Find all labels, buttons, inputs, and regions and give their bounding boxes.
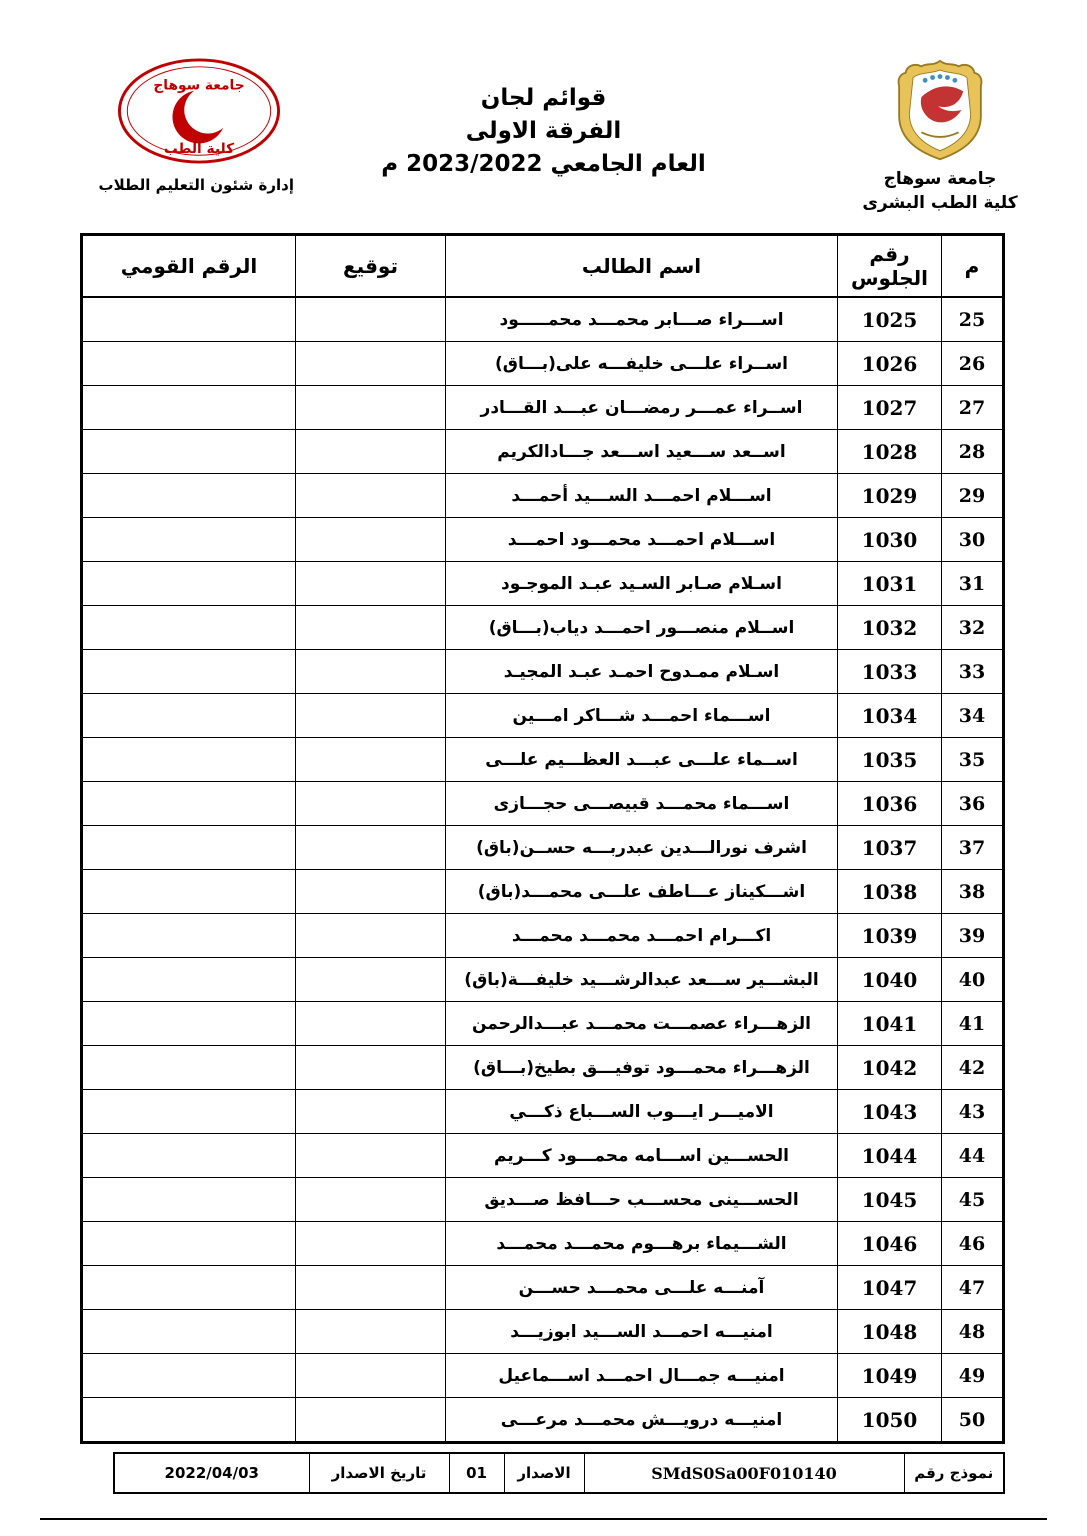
table-row — [82, 1222, 1004, 1266]
national-id-cell — [82, 1266, 296, 1310]
serial-cell: 45 — [942, 1178, 1004, 1222]
signature-cell — [296, 826, 446, 870]
national-id-cell — [82, 1046, 296, 1090]
national-id-cell — [82, 1134, 296, 1178]
table-row — [82, 1002, 1004, 1046]
serial-cell: 49 — [942, 1354, 1004, 1398]
issue-date-value: 2022/04/03 — [114, 1453, 309, 1493]
student-name-cell: اســماء علـــى عبـــد العظـــيم علـــى — [446, 738, 838, 782]
signature-cell — [296, 650, 446, 694]
issue-label: الاصدار — [504, 1453, 584, 1493]
header-student-name: اسم الطالب — [446, 235, 838, 298]
serial-cell: 50 — [942, 1398, 1004, 1443]
student-name-cell: آمنـــه علـــى محمـــد حســـن — [446, 1266, 838, 1310]
signature-cell — [296, 870, 446, 914]
signature-cell — [296, 1046, 446, 1090]
signature-cell — [296, 1398, 446, 1443]
signature-cell — [296, 606, 446, 650]
form-number-label: نموذج رقم — [904, 1453, 1004, 1493]
national-id-cell — [82, 1178, 296, 1222]
serial-cell: 27 — [942, 386, 1004, 430]
seat-number-cell: 1043 — [838, 1090, 942, 1134]
table-row — [82, 297, 1004, 342]
signature-cell — [296, 430, 446, 474]
signature-cell — [296, 1134, 446, 1178]
issue-date-label: تاريخ الاصدار — [309, 1453, 449, 1493]
signature-cell — [296, 782, 446, 826]
serial-cell: 26 — [942, 342, 1004, 386]
student-name-cell: امنيـــه احمـــد الســـيد ابوزيـــد — [446, 1310, 838, 1354]
seat-number-cell: 1030 — [838, 518, 942, 562]
signature-cell — [296, 1090, 446, 1134]
serial-cell: 46 — [942, 1222, 1004, 1266]
signature-cell — [296, 518, 446, 562]
student-name-cell: امنيـــه جمـــال احمـــد اســـماعيل — [446, 1354, 838, 1398]
serial-cell: 37 — [942, 826, 1004, 870]
student-name-cell: اســراء علـــى خليفـــه على(بـــاق) — [446, 342, 838, 386]
national-id-cell — [82, 738, 296, 782]
table-row — [82, 650, 1004, 694]
serial-cell: 29 — [942, 474, 1004, 518]
serial-cell: 25 — [942, 297, 1004, 342]
student-name-cell: البشـــير ســـعد عبدالرشـــيد خليفـــة(باق) — [446, 958, 838, 1002]
table-row — [82, 1178, 1004, 1222]
serial-cell: 31 — [942, 562, 1004, 606]
national-id-cell — [82, 474, 296, 518]
students-table-wrap — [80, 233, 1005, 1444]
table-row — [82, 1310, 1004, 1354]
faculty-crescent-logo-icon — [115, 77, 283, 170]
university-name: جامعة سوهاج — [883, 169, 997, 189]
table-row — [82, 1134, 1004, 1178]
table-row — [82, 1090, 1004, 1134]
student-name-cell: اكـــرام احمـــد محمـــد محمـــد — [446, 914, 838, 958]
seat-number-cell: 1037 — [838, 826, 942, 870]
national-id-cell — [82, 870, 296, 914]
student-name-cell: الحســـين اســـامه محمـــود كـــريم — [446, 1134, 838, 1178]
national-id-cell — [82, 1310, 296, 1354]
form-code: SMdS0Sa00F010140 — [584, 1453, 904, 1493]
national-id-cell — [82, 914, 296, 958]
serial-cell: 32 — [942, 606, 1004, 650]
signature-cell — [296, 694, 446, 738]
table-header-row — [82, 235, 1004, 298]
seat-number-cell: 1041 — [838, 1002, 942, 1046]
seat-number-cell: 1047 — [838, 1266, 942, 1310]
serial-cell: 28 — [942, 430, 1004, 474]
footer-table — [113, 1452, 1005, 1494]
seat-number-cell: 1025 — [838, 297, 942, 342]
seat-number-cell: 1042 — [838, 1046, 942, 1090]
students-table — [80, 233, 1005, 1444]
signature-cell — [296, 1178, 446, 1222]
serial-cell: 36 — [942, 782, 1004, 826]
student-name-cell: اســراء عمـــر رمضـــان عبـــد القـــادر — [446, 386, 838, 430]
table-row — [82, 826, 1004, 870]
national-id-cell — [82, 297, 296, 342]
title-line-2: الفرقة الاولى — [465, 118, 622, 144]
serial-cell: 43 — [942, 1090, 1004, 1134]
university-block — [855, 58, 1025, 214]
seat-number-cell: 1027 — [838, 386, 942, 430]
signature-cell — [296, 1266, 446, 1310]
table-row — [82, 914, 1004, 958]
student-name-cell: الشـــيماء برهـــوم محمـــد محمـــد — [446, 1222, 838, 1266]
signature-cell — [296, 562, 446, 606]
national-id-cell — [82, 958, 296, 1002]
serial-cell: 41 — [942, 1002, 1004, 1046]
national-id-cell — [82, 386, 296, 430]
national-id-cell — [82, 1354, 296, 1398]
serial-cell: 33 — [942, 650, 1004, 694]
national-id-cell — [82, 694, 296, 738]
svg-text:كلية الطب: كلية الطب — [163, 141, 235, 158]
signature-cell — [296, 1002, 446, 1046]
national-id-cell — [82, 1090, 296, 1134]
signature-cell — [296, 1354, 446, 1398]
student-name-cell: امنيـــه درويـــش محمـــد مرعـــى — [446, 1398, 838, 1443]
seat-number-cell: 1048 — [838, 1310, 942, 1354]
seat-number-cell: 1033 — [838, 650, 942, 694]
serial-cell: 42 — [942, 1046, 1004, 1090]
national-id-cell — [82, 1222, 296, 1266]
serial-cell: 35 — [942, 738, 1004, 782]
seat-number-cell: 1032 — [838, 606, 942, 650]
table-row — [82, 518, 1004, 562]
seat-number-cell: 1035 — [838, 738, 942, 782]
university-emblem-icon — [892, 147, 988, 166]
table-row — [82, 1266, 1004, 1310]
seat-number-cell: 1050 — [838, 1398, 942, 1443]
national-id-cell — [82, 1398, 296, 1443]
serial-cell: 30 — [942, 518, 1004, 562]
serial-cell: 38 — [942, 870, 1004, 914]
national-id-cell — [82, 430, 296, 474]
department-name: إدارة شئون التعليم الطلاب — [98, 176, 294, 194]
national-id-cell — [82, 1002, 296, 1046]
national-id-cell — [82, 606, 296, 650]
national-id-cell — [82, 342, 296, 386]
seat-number-cell: 1026 — [838, 342, 942, 386]
student-name-cell: الاميـــر ايـــوب الســـباع ذكـــي — [446, 1090, 838, 1134]
table-row — [82, 342, 1004, 386]
seat-number-cell: 1044 — [838, 1134, 942, 1178]
student-name-cell: الزهـــراء محمـــود توفيـــق بطيخ(بـــاق) — [446, 1046, 838, 1090]
table-row — [82, 606, 1004, 650]
seat-number-cell: 1040 — [838, 958, 942, 1002]
signature-cell — [296, 914, 446, 958]
table-row — [82, 562, 1004, 606]
student-name-cell: الحســـينى محســـب حـــافظ صـــديق — [446, 1178, 838, 1222]
student-name-cell: اســـلام احمـــد الســـيد أحمـــد — [446, 474, 838, 518]
student-name-cell: الزهـــراء عصمـــت محمـــد عبـــدالرحمن — [446, 1002, 838, 1046]
table-row — [82, 694, 1004, 738]
seat-number-cell: 1049 — [838, 1354, 942, 1398]
header-signature: توقيع — [296, 235, 446, 298]
seat-number-cell: 1029 — [838, 474, 942, 518]
student-name-cell: اسـلام ممـدوح احمـد عبـد المجيـد — [446, 650, 838, 694]
form-footer — [113, 1452, 1005, 1494]
table-row — [82, 1354, 1004, 1398]
header-serial: م — [942, 235, 1004, 298]
seat-number-cell: 1039 — [838, 914, 942, 958]
student-name-cell: اشرف نورالـــدين عبدربـــه حســن(باق) — [446, 826, 838, 870]
table-row — [82, 1398, 1004, 1443]
seat-number-cell: 1038 — [838, 870, 942, 914]
serial-cell: 34 — [942, 694, 1004, 738]
student-name-cell: اســلام منصـــور احمـــد دياب(بـــاق) — [446, 606, 838, 650]
faculty-name: كلية الطب البشرى — [862, 193, 1018, 213]
student-name-cell: اسـلام صـابر السـيد عبـد الموجـود — [446, 562, 838, 606]
serial-cell: 40 — [942, 958, 1004, 1002]
signature-cell — [296, 386, 446, 430]
national-id-cell — [82, 650, 296, 694]
table-row — [82, 430, 1004, 474]
signature-cell — [296, 1310, 446, 1354]
student-name-cell: اشـــكيناز عـــاطف علـــى محمـــد(باق) — [446, 870, 838, 914]
table-row — [82, 870, 1004, 914]
table-row — [82, 738, 1004, 782]
national-id-cell — [82, 562, 296, 606]
seat-number-cell: 1036 — [838, 782, 942, 826]
page-header — [40, 40, 1047, 230]
table-row — [82, 1046, 1004, 1090]
seat-number-cell: 1045 — [838, 1178, 942, 1222]
header-national-id: الرقم القومي — [82, 235, 296, 298]
signature-cell — [296, 474, 446, 518]
signature-cell — [296, 738, 446, 782]
national-id-cell — [82, 826, 296, 870]
table-row — [82, 386, 1004, 430]
seat-number-cell: 1034 — [838, 694, 942, 738]
title-line-1: قوائم لجان — [480, 85, 607, 111]
serial-cell: 44 — [942, 1134, 1004, 1178]
serial-cell: 48 — [942, 1310, 1004, 1354]
title-line-3: العام الجامعي 2023/2022 م — [381, 151, 706, 177]
student-name-cell: اســـراء صـــابر محمـــد محمـــــود — [446, 297, 838, 342]
faculty-logo-block — [98, 56, 294, 194]
signature-cell — [296, 958, 446, 1002]
national-id-cell — [82, 782, 296, 826]
table-row — [82, 958, 1004, 1002]
student-name-cell: اســعد ســـعيد اســـعد جـــادالكريم — [446, 430, 838, 474]
serial-cell: 39 — [942, 914, 1004, 958]
seat-number-cell: 1031 — [838, 562, 942, 606]
header-seat-number: رقم الجلوس — [838, 235, 942, 298]
serial-cell: 47 — [942, 1266, 1004, 1310]
signature-cell — [296, 342, 446, 386]
national-id-cell — [82, 518, 296, 562]
table-row — [82, 782, 1004, 826]
student-name-cell: اســـماء محمـــد قبيصـــى حجـــازى — [446, 782, 838, 826]
table-row — [82, 474, 1004, 518]
student-name-cell: اســـلام احمـــد محمـــود احمـــد — [446, 518, 838, 562]
seat-number-cell: 1028 — [838, 430, 942, 474]
signature-cell — [296, 297, 446, 342]
signature-cell — [296, 1222, 446, 1266]
issue-value: 01 — [449, 1453, 504, 1493]
bottom-rule — [40, 1518, 1047, 1520]
student-name-cell: اســـماء احمـــد شـــاكر امـــين — [446, 694, 838, 738]
svg-text:جامعة سوهاج: جامعة سوهاج — [153, 77, 245, 94]
seat-number-cell: 1046 — [838, 1222, 942, 1266]
